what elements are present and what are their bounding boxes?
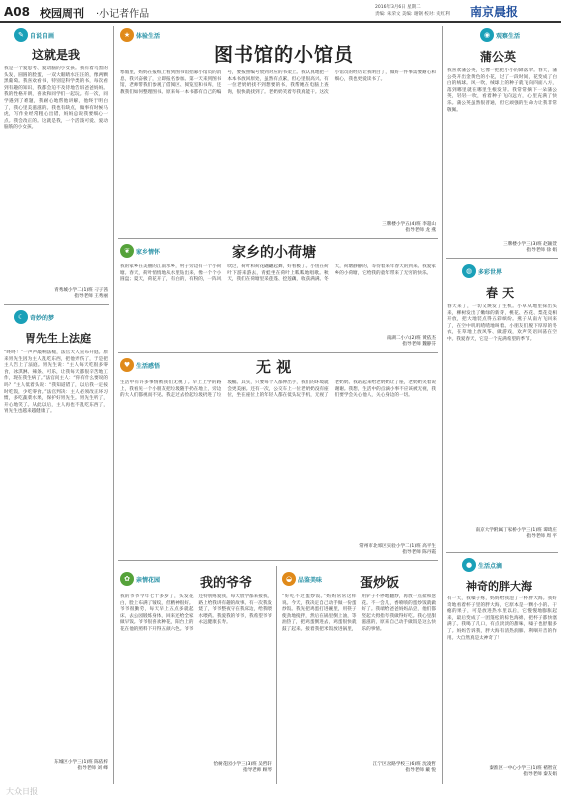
article-body: 我喜欢蒲公英，它像一把把小小的降落伞。春天，蒲公英开出金黄色的小花，过了一段时间，花变成了白白的绒球。风一吹，绒球上的种子就飞向四面八方，落到哪里就在哪里生根发芽。我常常摘下一朵蒲公英，轻轻一吹，看着种子飞向远方，心里充满了快乐。蒲公英虽然很普通，但它顽强的生命力让我非常敬佩。 [447,68,557,113]
bowl-icon: ◒ [282,572,296,586]
main-headline: 图书馆的小馆员 [214,44,355,66]
article-divider [4,304,109,305]
editor-line: 责编: 朱荣文 美编: 谢钢 校对: 史红利 [375,12,450,17]
masthead: 南京晨报 [470,5,519,19]
article-credit: 秦淮区一中心小学三(1)班 褚智宣 指导老师 秦友娟 [489,766,557,778]
article-body: 我是一个爱思考、爱动脑的小女孩。我有着乌黑的头发，圆圆的脸蛋，一双大眼睛水汪汪的，像两颗黑葡萄。我喜欢看书，特别是科学类的书，每次看到有趣的知识，我都会迫不及待地告诉爸爸妈妈。我的性格开朗，喜欢和同学们一起玩。有一次，同学遇到了难题，我耐心地帮他讲解，他终于明白了，我心里美滋滋的。我也有缺点，做事有时候马虎，写作业经常粗心出错，妈妈总说我要细心一点。我会改正的。这就是我，一个活泼可爱、爱动脑筋的小女孩。 [4,66,108,131]
eye-icon: ◉ [480,28,494,42]
article-body: 生活中有许多事情被我们无视了。早上上学的路上，我看见一个小朋友把垃圾随手扔在地上，旁边的大人们都视而不见。我走过去捡起垃圾扔进了垃圾桶。其实，只要每个人都伸出手，我们的环境就会更美丽。还有一次，公交车上一位老奶奶没有座位，坐在座位上的年轻人都在低头玩手机，无视了老奶奶。我站起来给老奶奶让了座，老奶奶笑着说谢谢。我想，生活中的点滴小事不应该被无视，我们要学会关心他人，关心身边的一切。 [120,380,436,399]
article-body: 有一天，我嗓子疼，妈妈给我泡了一杯胖大海。我好奇地看着杯子里的胖大海，它原本是一颗小小的、干瘪的果子，可是放进热水里以后，它慢慢地膨胀起来，最后变成了一团蓬松的棕色海绵，把杯子都快塞满了。我喝了几口，有点淡淡的甜味，嗓子也舒服多了。妈妈告诉我，胖大海有清热润肺、利咽开音的作用。大自然真是太神奇了！ [447,596,557,641]
globe-icon: ◍ [462,264,476,278]
article-credit: 南京大学附属丁家桥小学三(1)班 谭琦庄 指导老师 周 平 [475,528,557,540]
article-body: “好吃不过蛋炒饭。”妈妈常常这样说。今天，我决定自己动手做一份蛋炒饭。我先把鸡蛋打进碗里，用筷子使劲地搅拌，然后在锅里倒上油，等油热了，把鸡蛋倒进去，鸡蛋很快就鼓了起来。接着我把米饭放进锅里，用铲子不停地翻炒，再放一点盐和葱花。不一会儿，香喷喷的蛋炒饭就做好了。我端给爸爸妈妈品尝，他们都竖起大拇指夸我做得好吃。我心里甜滋滋的，原来自己动手做饭是这么快乐的事情。 [282,594,436,632]
column-divider [442,26,443,784]
section-badge-shenghuo: ♥ 生活感悟 [120,358,160,372]
article-credit: 江宁区岔路学校三(6)班 沈凌哲 指导老师 戴 悦 [372,762,436,774]
pencil-icon: ✎ [14,28,28,42]
subsection-title: ·小记者作品 [96,9,150,20]
section-badge-duocai: ◍ 多彩世界 [462,264,502,278]
section-badge-qinqing: ✿ 亲情花园 [120,572,160,586]
page-number: A08 [4,5,30,19]
drop-icon: ● [462,558,476,572]
article-body: 寒假里，妈妈在报纸上看到图书馆招募小馆员的消息，我兴奋极了，立即报名参加。第一天来到图书馆，老师带我们参观了借阅区、阅览室和书库，还教我们如何整理图书。原来每一本书都有自己的编号，要按照编号放到对应的书架上。我认真地把一本本书放回原处，虽然有点累，但心里很高兴。有一位老奶奶找不到想要的书，我帮她在电脑上查询，很快就找到了。老奶奶笑着夸我真能干。这次小馆员的经历让我明白了，做好一件事需要耐心和细心，我也更爱读书了。 [120,70,436,95]
article-credit: 青秀城小学二(1)班 刁子茜 指导老师 王秀丽 [54,288,108,300]
date-line: 2016年3月6日 星期二 [375,5,421,10]
article-body: “咚咚！”一声声敲响法槌，法官大人宣布开庭。原来胃先生因为主人乱吃东西，把他弄伤了，于是把主人告上了法庭。胃先生说：“主人每天吃很多零食，冰淇淋、辣条、可乐，让我每天都很辛苦地工作，现在我生病了。”法官问主人：“你有什么要说的吗？”主人低着头说：“我知道错了，以后我一定按时吃饭，少吃零食。”法官判决：主人必须改正坏习惯，多吃蔬菜水果，保护好胃先生。胃先生听了，开心地笑了。从此以后，主人再也不乱吃东西了，胃先生也越来越健康了。 [4,350,108,415]
heart-icon: ♥ [120,358,134,372]
section-badge-ziyou: ✎ 自说自画 [14,28,54,42]
article-credit: 常州市北郊区实验小学二(1)班 高平生 指导老师 陈丹霞 [359,544,436,556]
article-title: 无 视 [256,358,292,376]
article-body: 我的家乡在美丽的江南水乡，村子旁边有一个小荷塘。春天，荷叶悄悄地从水里钻出来，像一个个小圆盘；夏天，荷花开了，有白的，有粉的，一阵风吹过，荷叶和荷花翩翩起舞，好看极了。小鱼在荷叶下游来游去，青蛙坐在荷叶上呱呱地唱歌。秋天，我们在荷塘里采莲蓬、挖莲藕，收获满满。冬天，荷塘静静的，等待着来年春天的到来。我爱家乡的小荷塘，它给我的童年带来了无穷的快乐。 [120,264,436,283]
article-divider [118,560,438,561]
article-title: 神奇的胖大海 [466,580,532,593]
section-badge-qimiao: ☾ 奇妙的梦 [14,310,54,324]
article-title: 这就是我 [32,48,81,62]
article-title: 蛋炒饭 [360,576,400,591]
article-title: 蒲公英 [480,50,517,64]
article-divider [446,258,558,259]
article-divider [118,352,438,353]
flower-icon: ✿ [120,572,134,586]
article-credit: 三牌楼小学三(3)班 赵颖萱 指导老师 徐 娟 [503,242,557,254]
article-title: 胃先生上法庭 [25,332,91,345]
article-body: 我的爷爷今年七十多岁了，头发花白，脸上布满了皱纹，但精神很好。爷爷很勤劳，每天早上五点多就起床，去公园锻炼身体，回来还给全家做早饭。爷爷很喜欢种花，阳台上的花在他的照料下开得五颜六色。爷爷还特别疼爱我，每天放学都来接我，路上给我讲有趣的故事。有一次我发烧了，爷爷整夜守在我床边，给我喂水喂药。我爱我的爷爷，我希望爷爷永远健康长寿。 [120,594,272,632]
star-icon: ★ [120,28,134,42]
section-badge-jiaxiang: ❦ 家乡情怀 [120,244,160,258]
section-badge-pinjian: ◒ 品鉴美味 [282,572,322,586]
article-credit: 东城区小学三(1)班 陈依梓 指导老师 刘 峰 [54,760,108,772]
page-header [0,0,561,22]
column-divider [276,566,277,784]
column-divider [113,26,114,784]
section-badge-guancha: ◉ 观察生活 [480,28,520,42]
header-rule [0,21,561,23]
watermark: 大众日报 [6,787,38,796]
article-credit: 三牌楼小学五(4)班 李超山 指导老师 龙 燕 [382,222,436,234]
moon-icon: ☾ [14,310,28,324]
section-badge-tiyan: ★ 体验生活 [120,28,160,42]
leaf-icon: ❦ [120,244,134,258]
article-title: 家乡的小荷塘 [232,245,316,261]
article-credit: 恰树花园小学三(3)班 吴哲轩 指导老师 顾琴 [213,762,272,774]
section-title: 校园周刊 [40,7,84,20]
article-title: 我的爷爷 [200,576,253,591]
article-body: 春天来了，一切又焕发了生机。小草从地里探出头来，柳树发出了嫩绿的新芽，桃花、杏花、梨花竞相开放，把大地装点得五彩缤纷。燕子从南方飞回来了，在空中叽叽喳喳地叫着。小朋友们脱下厚厚的冬衣，在草地上放风筝、做游戏，欢声笑语回荡在空中。我爱春天，它是一个充满希望的季节。 [447,304,557,342]
section-badge-shenghuo2: ● 生活点滴 [462,558,502,572]
article-credit: 南湖二小六(2)班 黄依杰 指导老师 魏静芬 [386,336,436,348]
article-divider [446,552,558,553]
article-divider [118,238,438,239]
article-title: 春 天 [486,286,515,300]
